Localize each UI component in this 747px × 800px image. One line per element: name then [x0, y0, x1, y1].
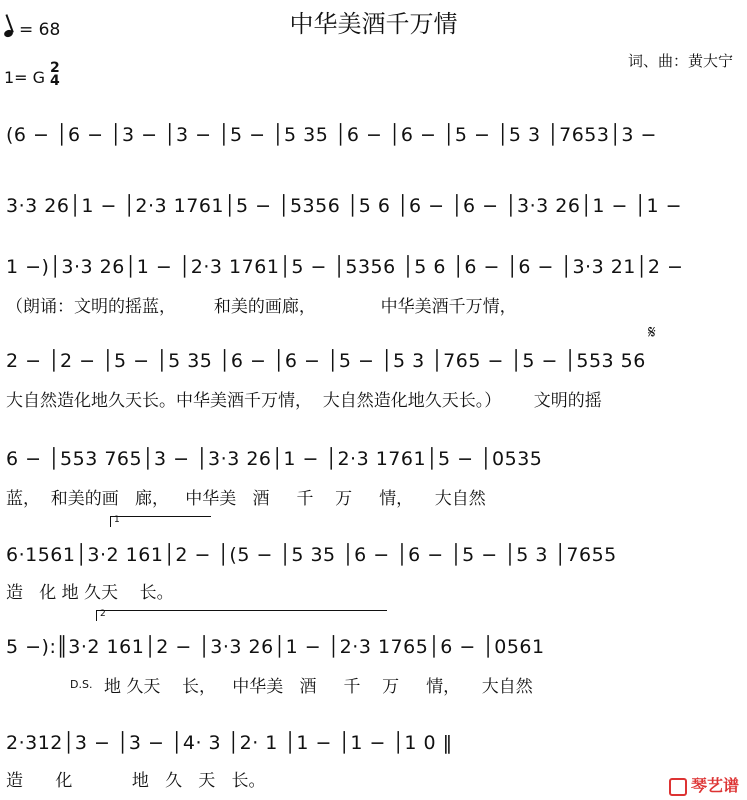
- song-title: 中华美酒千万情: [289, 10, 458, 38]
- lyric-line-6: 造 化 地 久天 长。: [6, 583, 174, 603]
- lyric-line-7: 地 久天 长， 中华美 酒 千 万 情， 大自然: [104, 677, 533, 697]
- segno-mark: 𝄋: [648, 322, 656, 343]
- lyric-line-8: 造 化 地 久 天 长。: [6, 771, 266, 791]
- time-sig-bottom: 4: [50, 73, 60, 89]
- time-sig-top: 2: [50, 60, 60, 76]
- lyric-line-3: （朗诵：文明的摇蓝， 和美的画廊， 中华美酒千万情，: [6, 297, 517, 317]
- lyric-line-4: 大自然造化地久天长。中华美酒千万情， 大自然造化地久天长。） 文明的摇: [6, 391, 602, 411]
- volta-bracket-1: [110, 516, 211, 527]
- volta-2-label: 2: [100, 609, 106, 619]
- time-signature: [50, 62, 60, 88]
- score-line-4: 2 − │2 − │5 − │5 35 │6 − │6 − │5 − │5 3 │765 − │5 − │553 56: [6, 350, 646, 372]
- volta-1-label: 1: [114, 515, 120, 525]
- score-line-8: 2·312│3 − │3 − │4· 3 │2· 1 │1 − │1 − │1 0 ‖: [6, 732, 453, 754]
- score-line-5: 6 − │553 765│3 − │3·3 26│1 − │2·3 1761│5 − │0535: [6, 448, 543, 470]
- watermark-logo: [669, 773, 739, 796]
- watermark-text: 琴艺谱: [690, 776, 739, 795]
- score-line-3: 1 −)│3·3 26│1 − │2·3 1761│5 − │5356 │5 6 │6 − │6 − │3·3 21│2 −: [6, 256, 684, 278]
- score-line-1: (6 − │6 − │3 − │3 − │5 − │5 35 │6 − │6 − │5 − │5 3 │7653│3 −: [6, 124, 657, 146]
- score-line-7: 5 −):║3·2 161│2 − │3·3 26│1 − │2·3 1765│6 − │0561: [6, 636, 545, 658]
- quarter-note-icon: [3, 29, 14, 39]
- tempo-marking: [4, 20, 60, 40]
- score-line-2: 3·3 26│1 − │2·3 1761│5 − │5356 │5 6 │6 − │6 − │3·3 26│1 − │1 −: [6, 195, 682, 217]
- lyric-line-5: 蓝， 和美的画 廊， 中华美 酒 千 万 情， 大自然: [6, 489, 486, 509]
- volta-bracket-2: [96, 610, 387, 621]
- credits: 词、曲：黄大宁: [627, 52, 733, 70]
- key-signature: 1= G: [4, 68, 46, 87]
- ds-marking: D.S.: [70, 678, 93, 691]
- score-line-6: 6·1561│3·2 161│2 − │(5 − │5 35 │6 − │6 − │5 − │5 3 │7655: [6, 544, 617, 566]
- logo-icon: [669, 778, 687, 796]
- tempo-value: = 68: [19, 20, 61, 40]
